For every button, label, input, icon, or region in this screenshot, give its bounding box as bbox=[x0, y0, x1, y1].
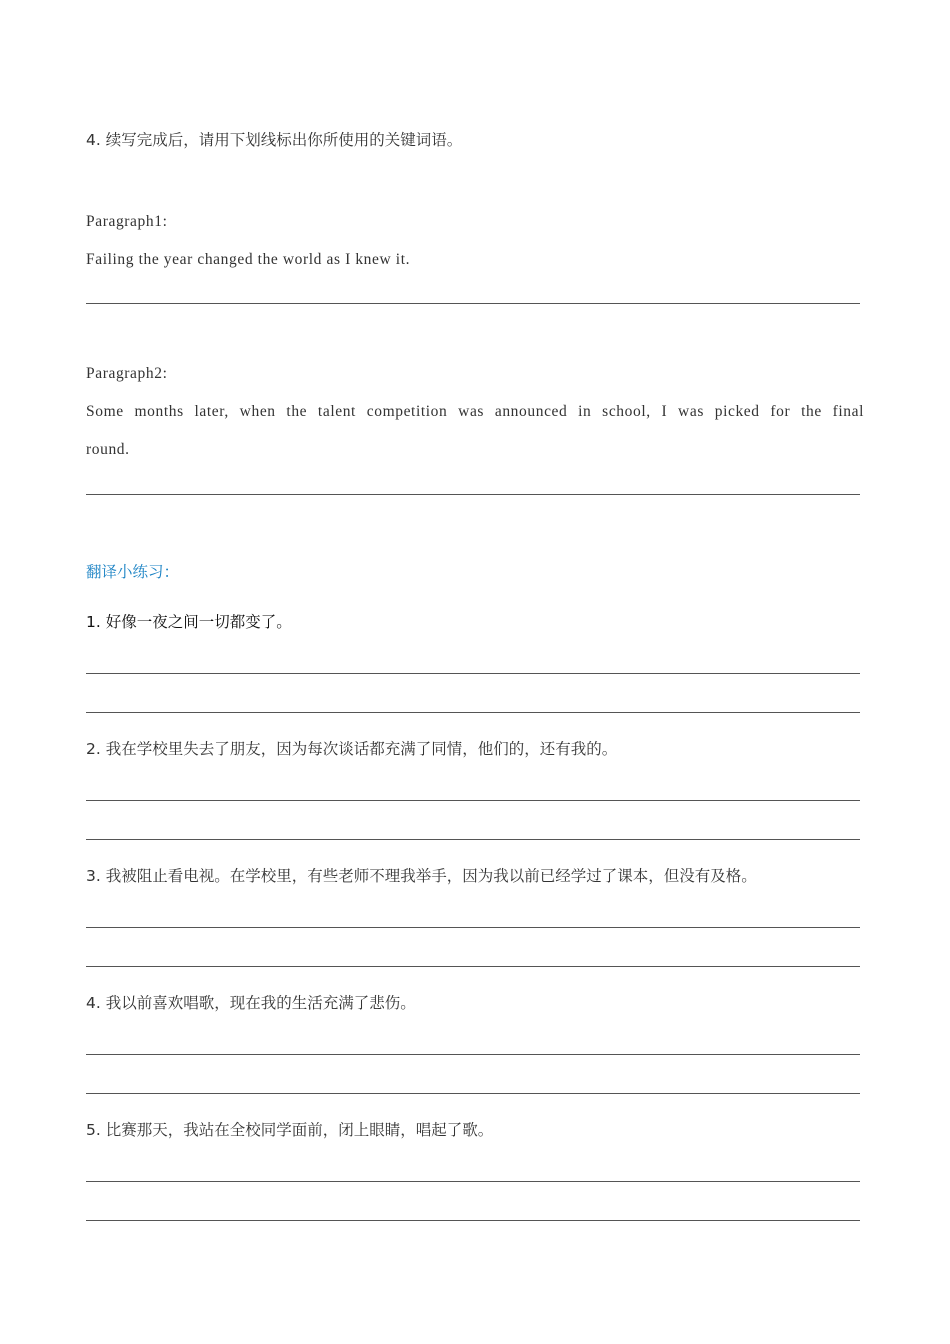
item-5-answer-line-2[interactable] bbox=[86, 1220, 860, 1221]
item-number: 3. bbox=[86, 867, 101, 885]
item-text: 我以前喜欢唱歌，现在我的生活充满了悲伤。 bbox=[105, 994, 416, 1012]
translation-item-5 bbox=[86, 1120, 493, 1140]
item-number: 1. bbox=[86, 613, 101, 631]
item-2-answer-line-2[interactable] bbox=[86, 839, 860, 840]
translation-section-title: 翻译小练习： bbox=[86, 563, 180, 581]
item-4-answer-line-1[interactable] bbox=[86, 1054, 860, 1055]
instruction-text bbox=[86, 130, 462, 150]
item-text: 我被阻止看电视。在学校里，有些老师不理我举手，因为我以前已经学过了课本，但没有及格。 bbox=[105, 867, 757, 885]
paragraph1-answer-line[interactable] bbox=[86, 303, 860, 304]
item-2-answer-line-1[interactable] bbox=[86, 800, 860, 801]
translation-item-1 bbox=[86, 612, 292, 632]
item-text: 比赛那天，我站在全校同学面前，闭上眼睛，唱起了歌。 bbox=[105, 1121, 494, 1139]
item-5-answer-line-1[interactable] bbox=[86, 1181, 860, 1182]
paragraph1-label: Paragraph1: bbox=[86, 213, 168, 230]
translation-item-3 bbox=[86, 866, 757, 886]
item-1-answer-line-2[interactable] bbox=[86, 712, 860, 713]
item-text: 好像一夜之间一切都变了。 bbox=[105, 613, 292, 631]
paragraph2-label: Paragraph2: bbox=[86, 365, 168, 382]
item-number: 4. bbox=[86, 994, 101, 1012]
item-3-answer-line-1[interactable] bbox=[86, 927, 860, 928]
paragraph2-opening-line1: Some months later, when the talent competition was announced in school, I was picked for the final bbox=[86, 403, 864, 420]
paragraph1-opening: Failing the year changed the world as I knew it. bbox=[86, 251, 411, 268]
item-number: 2. bbox=[86, 740, 101, 758]
translation-item-4 bbox=[86, 993, 416, 1013]
translation-item-2 bbox=[86, 739, 617, 759]
item-3-answer-line-2[interactable] bbox=[86, 966, 860, 967]
item-1-answer-line-1[interactable] bbox=[86, 673, 860, 674]
item-text: 我在学校里失去了朋友，因为每次谈话都充满了同情，他们的，还有我的。 bbox=[105, 740, 618, 758]
instruction-content: 4. 续写完成后，请用下划线标出你所使用的关键词语。 bbox=[86, 131, 463, 149]
item-4-answer-line-2[interactable] bbox=[86, 1093, 860, 1094]
paragraph2-opening-line2: round. bbox=[86, 441, 130, 458]
item-number: 5. bbox=[86, 1121, 101, 1139]
paragraph2-answer-line[interactable] bbox=[86, 494, 860, 495]
